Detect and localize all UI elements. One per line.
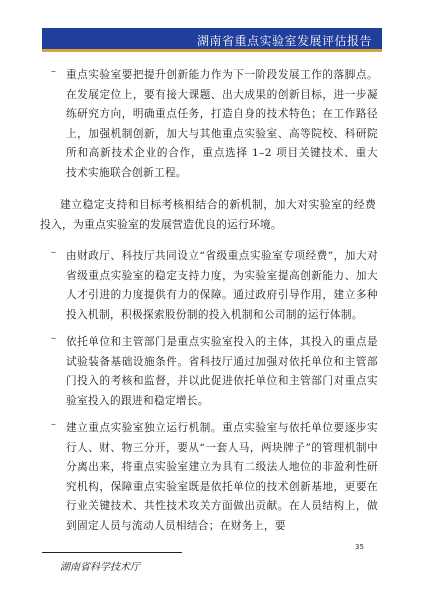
dash-bullet-icon: –	[51, 66, 56, 77]
bullet-paragraph-4	[51, 419, 378, 536]
bullet-paragraph-2	[51, 247, 378, 325]
footer-organization: 湖南省科学技术厅	[60, 562, 140, 573]
header-band	[42, 28, 382, 52]
paragraph-text: 建立稳定支持和目标考核相结合的新机制，加大对实验室的经费投入，为重点实验室的发展营造优良的运行环境。	[40, 198, 376, 231]
bullet-paragraph-1	[51, 66, 378, 183]
bullet-text-4: 建立重点实验室独立运行机制。重点实验室与依托单位要逐步实行人、财、物三分开，要从“一套人马，两块牌子”的管理机制中分离出来，将重点实验室建立为具有二级法人地位的非盈利性研究机构，保障重点实验室既是依托单位的技术创新基地，更要在行业关键技术、共性技术攻关方面做出贡献。在人员结构上，做到固定人员与流动人员相结合；在财务上，要	[66, 422, 378, 532]
dash-bullet-icon: –	[51, 247, 56, 258]
footer-divider	[42, 552, 182, 553]
bullet-text-1: 重点实验室要把提升创新能力作为下一阶段发展工作的落脚点。在发展定位上，要有接大课题、出大成果的创新目标，进一步凝练研究方向，明确重点任务，打造自身的技术特色；在工作路径上，加强机制创新，加大与其他重点实验室、高等院校、科研院所和高新技术企业的合作，重点选择 1–2 项目关键技术、重大技术实施联合创新工程。	[66, 69, 378, 179]
bullet-text-3: 依托单位和主管部门是重点实验室投入的主体，其投入的重点是试验装备基础设施条件。省科技厅通过加强对依托单位和主管部门投入的考核和监督，并以此促进依托单位和主管部门对重点实验室投入的跟进和稳定增长。	[66, 336, 378, 407]
report-title: 湖南省重点实验室发展评估报告	[196, 34, 372, 48]
bullet-paragraph-3	[51, 333, 378, 411]
bullet-text-2: 由财政厅、科技厅共同设立“省级重点实验室专项经费”，加大对省级重点实验室的稳定支持力度，为实验室提高创新能力、加大人才引进的力度提供有力的保障。通过政府引导作用，建立多种投入机制，积极探索股份制的投入机制和公司制的运行体制。	[66, 250, 378, 321]
page-number: 35	[355, 543, 364, 551]
body-paragraph	[40, 195, 376, 235]
page-content	[40, 66, 378, 536]
dash-bullet-icon: –	[51, 333, 56, 344]
dash-bullet-icon: –	[51, 419, 56, 430]
